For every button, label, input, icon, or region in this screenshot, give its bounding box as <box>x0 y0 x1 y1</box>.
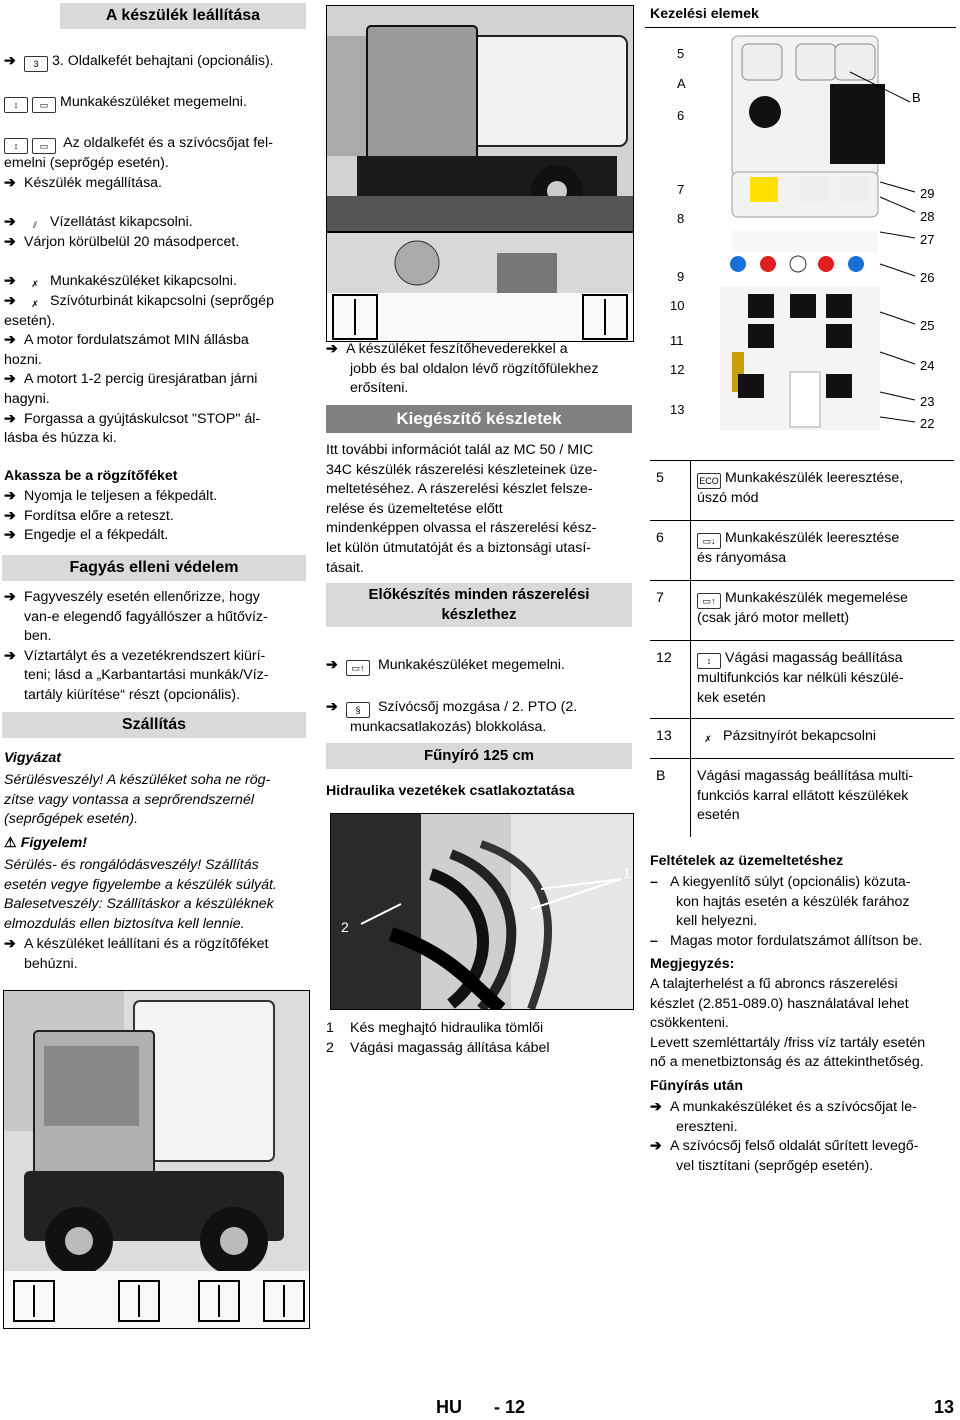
prep-step-1: ➔ ▭↑ Munkakészüléket megemelni. <box>326 656 632 676</box>
section-heading-kits: Kiegészítő készletek <box>326 405 632 433</box>
arrow-icon: ➔ <box>326 341 338 357</box>
brake-steps <box>4 487 308 546</box>
warning-text: Sérülés- és rongálódásveszély! Szállítás esetén vegye figyelembe a készülék súlyát. Balesetveszély: Szállításkor a készüléknek elmozdulás ellen biztosítva kell lennie. <box>4 857 277 932</box>
legend-item: 1 Kés meghajtó hidraulika tömlői <box>326 1020 544 1036</box>
panel-label-24: 24 <box>920 358 935 373</box>
panel-label-28: 28 <box>920 209 935 224</box>
arrow-icon: ➔ <box>4 371 16 388</box>
list-item: – Magas motor fordulatszámot állítson be. <box>650 932 923 949</box>
note-text: A talajterhelést a fű abroncs rászerelési készlet (2.851-089.0) használatával lehet csökkenteni. Levett szemléttartály /friss víz tartály esetén nő a menetbiztonság és az áttekinthetőség. <box>650 976 926 1071</box>
step: ➔ ✗ Szívóturbinát kikapcsolni (seprőgép esetén). <box>4 292 274 329</box>
step: ➔ ⫽ Vízellátást kikapcsolni. <box>4 213 308 233</box>
suction-hose-icon: § <box>346 702 370 718</box>
prep-step-2: ➔ § Szívócsőj mozgása / 2. PTO (2. munkacsatlakozás) blokkolása. <box>326 699 578 735</box>
warning-label: ⚠ Figyelem! <box>4 835 87 851</box>
panel-label-13: 13 <box>670 402 685 417</box>
section-heading-transport: Szállítás <box>2 712 306 738</box>
shutdown-steps <box>4 52 308 449</box>
control-panel-illustration <box>650 32 956 430</box>
attachment-icon: ▭ <box>32 97 56 113</box>
list-item: – A kiegyenlítő súlyt (opcionális) közuta- kon hajtás esetén a készülék farához kell helyezni. <box>650 874 911 930</box>
frost-steps <box>4 588 308 706</box>
photo-callout-2: 2 <box>341 919 349 935</box>
panel-label-11: 11 <box>670 333 684 348</box>
step: ➔ Fagyveszély esetén ellenőrizze, hogy van-e elegendő fagyállószer a hűtővíz- ben. <box>4 589 268 645</box>
raise-icon: ▭↑ <box>697 593 721 609</box>
arrow-icon: ➔ <box>4 214 16 231</box>
control-panel-diagram <box>650 32 956 430</box>
section-heading-shutdown: A készülék leállítása <box>60 3 306 29</box>
step: ➔ A szívócsőj felső oldalát sűrített levegő- vel tisztítani (seprőgép esetén). <box>650 1138 919 1174</box>
panel-label-29: 29 <box>920 186 935 201</box>
step: ➔ Várjon körülbelül 20 másodpercet. <box>4 233 308 253</box>
arrow-icon: ➔ <box>4 410 16 427</box>
controls-legend-table <box>650 460 954 837</box>
legend-row: 5 ECO Munkakészülék leeresztése, úszó mód <box>650 461 954 521</box>
panel-label-6: 6 <box>677 108 685 123</box>
conditions-heading: Feltételek az üzemeltetéshez <box>650 853 844 869</box>
panel-label-26: 26 <box>920 270 935 285</box>
arrow-icon: ➔ <box>326 657 338 673</box>
legend-row: 7 ▭↑ Munkakészülék megemelése (csak járó motor mellett) <box>650 581 954 641</box>
caution-text: Sérülésveszély! A készüléket soha ne rög- zítse vagy vontassa a seprőrendszernél (seprőgépek esetén). <box>4 772 271 828</box>
panel-label-12: 12 <box>670 362 685 377</box>
attachment-icon: ▭ <box>32 138 56 154</box>
footer-page: - 12 <box>494 1397 526 1417</box>
arrow-icon: ➔ <box>4 292 16 309</box>
legend-row: 6 ▭↓ Munkakészülék leeresztése és rányomása <box>650 521 954 581</box>
step: ➔ 3 3. Oldalkefét behajtani (opcionális). <box>4 52 308 72</box>
arrow-icon: ➔ <box>4 273 16 290</box>
step: ➔ Készülék megállítása. <box>4 174 308 194</box>
step: ➔ Fordítsa előre a reteszt. <box>4 507 308 527</box>
section-heading-prep: Előkészítés minden rászerelési készlethez <box>326 583 632 627</box>
legend-item: 2 Vágási magasság állítása kábel <box>326 1039 550 1056</box>
cutting-height-icon: ↕ <box>697 653 721 669</box>
worker-icon: ✗ <box>31 279 39 290</box>
panel-label-8: 8 <box>677 211 685 226</box>
strap-illustration <box>327 233 633 341</box>
after-mowing-steps <box>650 1098 954 1176</box>
arrow-icon: ➔ <box>4 936 16 952</box>
caution-label: Vigyázat <box>4 750 62 766</box>
step: ➔ ✗ Munkakészüléket kikapcsolni. <box>4 272 308 292</box>
hydraulic-photo <box>330 813 634 1010</box>
arrow-icon: ➔ <box>4 233 16 250</box>
arrow-icon: ➔ <box>4 332 16 349</box>
step: ➔ A motor fordulatszámot MIN állásba hozni. <box>4 332 249 368</box>
step: ↕ ▭ Munkakészüléket megemelni. <box>4 93 308 113</box>
arrow-icon: ➔ <box>4 507 16 524</box>
step: ➔ A motort 1-2 percig üresjáratban járni hagyni. <box>4 371 258 407</box>
panel-label-B: B <box>912 90 921 105</box>
kits-text: Itt további információt talál az MC 50 / MIC 34C készülék rászerelési készleteinek üze- meltetéséhez. A rászerelési készlet felsze- relése és üzemeltetése előtt mindenképpen olvassa el rászerelési kész- let külön útmutatóját és a biztonsági utasí- tásait. <box>326 442 598 576</box>
panel-label-27: 27 <box>920 232 935 247</box>
arrow-icon: ➔ <box>650 1138 662 1155</box>
arrow-icon: ➔ <box>650 1099 662 1115</box>
after-mowing-heading: Fűnyírás után <box>650 1078 744 1094</box>
section-heading-mower: Fűnyíró 125 cm <box>326 743 632 769</box>
lift-icon: ↕ <box>4 97 28 113</box>
arrow-icon: ➔ <box>4 488 16 504</box>
arrow-icon: ➔ <box>4 174 16 191</box>
panel-label-10: 10 <box>670 298 685 313</box>
legend-row: 13 ✗ Pázsitnyírót bekapcsolni <box>650 719 954 759</box>
arrow-icon: ➔ <box>4 647 16 664</box>
panel-label-25: 25 <box>920 318 935 333</box>
strap-instruction: ➔ A készüléket feszítőhevederekkel a jobb és bal oldalon lévő rögzítőfülekhez erősíteni. <box>326 341 599 397</box>
footer-page-number: 13 <box>934 1397 955 1417</box>
conditions-list <box>650 873 954 951</box>
section-heading-frost: Fagyás elleni védelem <box>2 555 306 581</box>
arrow-icon: ➔ <box>326 699 338 715</box>
final-step: ➔ A készüléket leállítani és a rögzítőféket behúzni. <box>4 936 269 972</box>
brake-heading: Akassza be a rögzítőféket <box>4 468 178 484</box>
water-spray-icon: ⫽ <box>32 220 37 231</box>
step: ➔ Forgassa a gyújtáskulcsot "STOP" ál- lásba és húzza ki. <box>4 410 261 447</box>
vehicle-illustration <box>4 991 309 1328</box>
step: ↕ ▭ Az oldalkefét és a szívócsőjat fel- emelni (seprőgép esetén). <box>4 135 273 171</box>
worker-icon: ✗ <box>31 298 39 309</box>
panel-label-5: 5 <box>677 46 685 61</box>
warning-triangle-icon: ⚠ <box>4 835 17 851</box>
sweeper-illustration <box>327 6 633 231</box>
panel-label-22: 22 <box>920 416 935 431</box>
step: ➔ Engedje el a fékpedált. <box>4 526 308 546</box>
mower-on-icon: ✗ <box>704 734 712 744</box>
heading-rule <box>645 27 956 28</box>
panel-label-23: 23 <box>920 394 935 409</box>
lift-icon: ↕ <box>4 138 28 154</box>
legend-row: 12 ↕ Vágási magasság beállítása multifunkciós kar nélküli készülé- kek esetén <box>650 641 954 719</box>
footer-language: HU <box>436 1397 462 1417</box>
sweeper-photo <box>326 5 634 232</box>
column-1 <box>0 3 308 29</box>
panel-label-A: A <box>677 76 686 91</box>
note-heading: Megjegyzés: <box>650 956 735 972</box>
step: ➔ A munkakészüléket és a szívócsőjat le- ereszteni. <box>650 1099 917 1135</box>
step: ➔ Víztartályt és a vezetékrendszert kiürí- teni; lásd a „Karbantartási munkák/Víz- tartály kiürítése“ részt (opcionális). <box>4 647 269 703</box>
side-brush-icon: 3 <box>24 56 48 72</box>
vehicle-transport-photo <box>3 990 310 1329</box>
panel-label-9: 9 <box>677 269 685 284</box>
arrow-icon: ➔ <box>4 53 16 69</box>
hydraulic-heading: Hidraulika vezetékek csatlakoztatása <box>326 783 575 799</box>
eco-lower-icon: ECO <box>697 473 721 489</box>
legend-row: B Vágási magasság beállítása multi- funkciós karral ellátott készülékek esetén <box>650 759 954 837</box>
arrow-icon: ➔ <box>4 589 16 605</box>
hydraulic-illustration <box>331 814 633 1009</box>
step: ➔ Nyomja le teljesen a fékpedált. <box>4 487 308 507</box>
controls-heading: Kezelési elemek <box>650 6 759 22</box>
hydraulic-legend <box>326 1019 632 1058</box>
panel-label-7: 7 <box>677 182 685 197</box>
photo-callout-1: 1 <box>623 865 631 881</box>
strap-photo <box>326 232 634 342</box>
attachment-lift-icon: ▭↑ <box>346 660 370 676</box>
lower-press-icon: ▭↓ <box>697 533 721 549</box>
arrow-icon: ➔ <box>4 527 16 544</box>
